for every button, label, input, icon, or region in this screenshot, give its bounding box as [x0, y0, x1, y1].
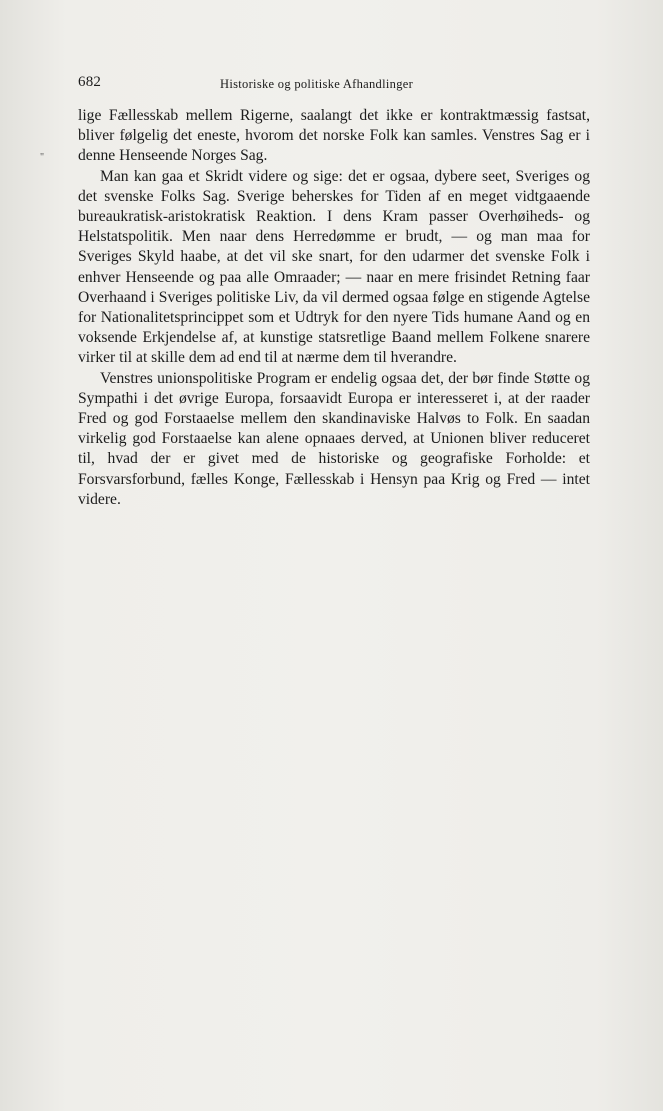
paragraph: Man kan gaa et Skridt videre og sige: det er ogsaa, dybere seet, Sveriges og det svenske Folks Sag. Sverige beherskes for Tiden af en meget vidtgaaende bureaukratisk-aristokratisk Reaktion. I dens Kram passer Overhøiheds- og Helstatspolitik. Men naar dens Herredømme er brudt, — og man maa for Sveriges Skyld haabe, at det vil ske snart, for den udarmer det svenske Folk i enhver Henseende og paa alle Omraader; — naar en mere frisindet Retning faar Overhaand i Sveriges politiske Liv, da vil dermed ogsaa følge en stigende Agtelse for Nationalitetsprincippet som et Udtryk for den nyere Tids humane Aand og en voksende Erkjendelse af, at kunstige statsretlige Baand mellem Folkene snarere virker til at skille dem ad end til at nærme dem til hverandre. — [78, 167, 590, 367]
running-title: Historiske og politiske Afhandlinger — [220, 77, 414, 91]
body-text — [78, 106, 590, 510]
page-header — [78, 74, 590, 96]
page-number: 682 — [78, 74, 102, 90]
paragraph: Venstres unionspolitiske Program er endelig ogsaa det, der bør finde Støtte og Sympathi i det øvrige Europa, forsaavidt Europa er interesseret i, at der raader Fred og god Forstaaelse mellem den skandinaviske Halvøs to Folk. En saadan virkelig god Forstaaelse kan alene opnaaes derved, at Unionen bliver reduceret til, hvad der er givet med de historiske og geografiske Forholde: et Forsvarsforbund, fælles Konge, Fællesskab i Hensyn paa Krig og Fred — intet videre. — [78, 369, 590, 508]
paragraph: lige Fællesskab mellem Rigerne, saalangt det ikke er kontraktmæssig fastsat, bliver følgelig det eneste, hvorom det norske Folk kan samles. Venstres Sag er i denne Henseende Norges Sag. — [78, 107, 590, 165]
margin-mark: " — [40, 152, 45, 163]
